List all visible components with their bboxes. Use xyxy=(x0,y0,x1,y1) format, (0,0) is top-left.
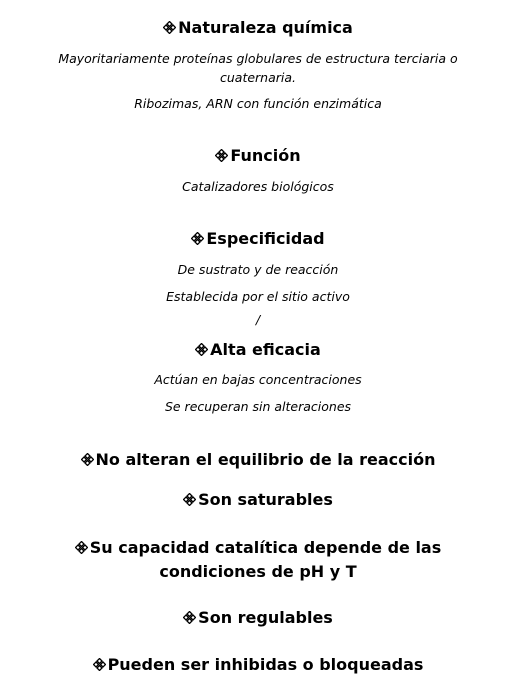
text-line: cuaternaria. xyxy=(219,70,296,85)
four-diamond-bullet-icon xyxy=(183,493,196,506)
text-line: Establecida por el sitio activo xyxy=(166,289,350,304)
heading-text: Naturaleza química xyxy=(178,18,353,37)
property-text: No alteran el equilibrio de la reacción xyxy=(95,450,436,469)
heading-text: Función xyxy=(230,146,301,165)
four-diamond-bullet-icon xyxy=(215,149,228,162)
text-line: Mayoritariamente proteínas globulares de estructura terciaria o xyxy=(58,51,458,66)
property-text-continuation: condiciones de pH y T xyxy=(159,562,357,581)
four-diamond-bullet-icon xyxy=(183,611,196,624)
text-line: / xyxy=(255,312,261,327)
heading-especificidad xyxy=(0,229,516,249)
heading-text: Alta eficacia xyxy=(210,340,321,359)
text-line: Ribozimas, ARN con función enzimática xyxy=(134,96,382,111)
four-diamond-bullet-icon xyxy=(75,541,88,554)
property-capacidad-catalitica xyxy=(0,538,516,558)
four-diamond-bullet-icon xyxy=(163,21,176,34)
four-diamond-bullet-icon xyxy=(93,658,106,671)
text-line: Se recuperan sin alteraciones xyxy=(164,399,352,414)
text-line: Catalizadores biológicos xyxy=(182,179,334,194)
property-son-saturables xyxy=(0,490,516,510)
property-text: Son saturables xyxy=(198,490,333,509)
heading-alta-eficacia xyxy=(0,340,516,360)
property-text: Son regulables xyxy=(198,608,333,627)
property-pueden-ser-inhibidas xyxy=(0,655,516,675)
four-diamond-bullet-icon xyxy=(195,343,208,356)
heading-funcion xyxy=(0,146,516,166)
text-line: Actúan en bajas concentraciones xyxy=(154,372,362,387)
heading-text: Especificidad xyxy=(206,229,325,248)
property-son-regulables xyxy=(0,608,516,628)
four-diamond-bullet-icon xyxy=(191,232,204,245)
property-text: Pueden ser inhibidas o bloqueadas xyxy=(107,655,424,674)
text-line: De sustrato y de reacción xyxy=(177,262,339,277)
four-diamond-bullet-icon xyxy=(81,453,94,466)
property-text: Su capacidad catalítica depende de las xyxy=(89,538,442,557)
heading-naturaleza-quimica xyxy=(0,18,516,38)
property-no-alteran-equilibrio xyxy=(0,450,516,470)
